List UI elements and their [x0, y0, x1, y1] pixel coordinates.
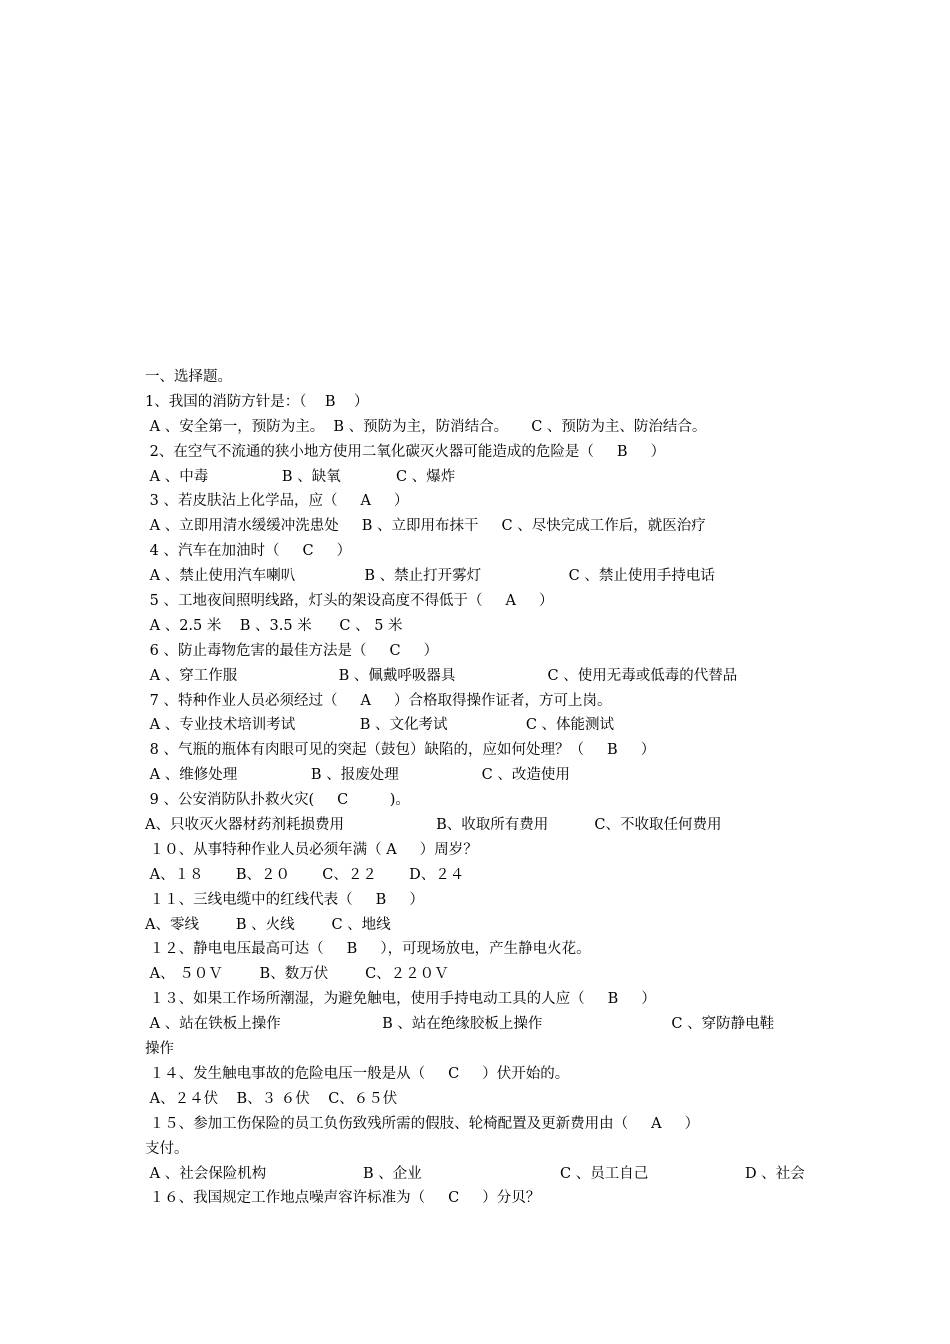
options-11: A、零线 B 、火线 C 、地线: [145, 916, 391, 933]
question-1: 1、我国的消防方针是：（ B ）: [145, 393, 369, 410]
options-14: A、２４伏 B、３ ６伏 C、６５伏: [145, 1090, 398, 1107]
options-4: A 、禁止使用汽车喇叭 B 、禁止打开雾灯 C 、禁止使用手持电话: [145, 568, 715, 585]
document-body: [145, 365, 825, 1211]
question-8: 8 、气瓶的瓶体有肉眼可见的突起（鼓包）缺陷的，应如何处理？（ B ）: [145, 742, 656, 759]
question-3: 3 、若皮肤沾上化学品，应（ A ）: [145, 493, 409, 510]
options-13-continued: 操作: [145, 1041, 174, 1058]
question-7: 7 、特种作业人员必须经过（ A ）合格取得操作证者，方可上岗。: [145, 692, 612, 709]
question-13: １３、如果工作场所潮湿，为避免触电，使用手持电动工具的人应（ B ）: [145, 991, 656, 1008]
question-15: １５、参加工伤保险的员工负伤致残所需的假肢、轮椅配置及更新费用由（ A ）: [145, 1115, 700, 1132]
options-1: A 、安全第一，预防为主。 B 、预防为主，防消结合。 C 、预防为主、防治结合。: [145, 418, 707, 435]
question-15-continued: 支付。: [145, 1140, 189, 1157]
question-14: １４、发生触电事故的危险电压一般是从（ C ）伏开始的。: [145, 1065, 570, 1082]
question-4: 4 、汽车在加油时（ C ）: [145, 543, 352, 560]
options-15: A 、社会保险机构 B 、企业 C 、员工自己 D 、社会: [145, 1165, 805, 1182]
options-9: A、只收灭火器材药剂耗损费用 B、收取所有费用 C、不收取任何费用: [145, 817, 722, 834]
options-3: A 、立即用清水缓缓冲洗患处 B 、立即用布抹干 C 、尽快完成工作后，就医治疗: [145, 518, 706, 535]
options-7: A 、专业技术培训考试 B 、文化考试 C 、体能测试: [145, 717, 615, 734]
question-10: １０、从事特种作业人员必须年满（ A ）周岁？: [145, 841, 478, 858]
question-5: 5 、工地夜间照明线路，灯头的架设高度不得低于（ A ）: [145, 593, 554, 610]
options-8: A 、维修处理 B 、报废处理 C 、改造使用: [145, 767, 570, 784]
section-heading: 一、选择题。: [145, 369, 232, 385]
options-12: A、 ５０Ｖ B、数万伏 C、２２０Ｖ: [145, 966, 449, 983]
options-2: A 、中毒 B 、缺氧 C 、爆炸: [145, 468, 456, 485]
question-6: 6 、防止毒物危害的最佳方法是（ C ）: [145, 642, 439, 659]
question-12: １２、静电电压最高可达（ B ），可现场放电，产生静电火花。: [145, 941, 591, 958]
options-10: A、１８ B、２０ C、２２ D、２４: [145, 866, 465, 883]
question-2: 2、在空气不流通的狭小地方使用二氧化碳灭火器可能造成的危险是（ B ）: [145, 443, 666, 460]
options-13: A 、站在铁板上操作 B 、站在绝缘胶板上操作 C 、穿防静电鞋: [145, 1016, 775, 1033]
question-11: １１、三线电缆中的红线代表（ B ）: [145, 891, 424, 908]
options-6: A 、穿工作服 B 、佩戴呼吸器具 C 、使用无毒或低毒的代替品: [145, 667, 738, 684]
options-5: A 、2.5 米 B 、3.5 米 C 、 5 米: [145, 617, 403, 634]
question-9: 9 、公安消防队扑救火灾( C )。: [145, 792, 410, 809]
question-16: １６、我国规定工作地点噪声容许标准为（ C ）分贝？: [145, 1190, 541, 1207]
